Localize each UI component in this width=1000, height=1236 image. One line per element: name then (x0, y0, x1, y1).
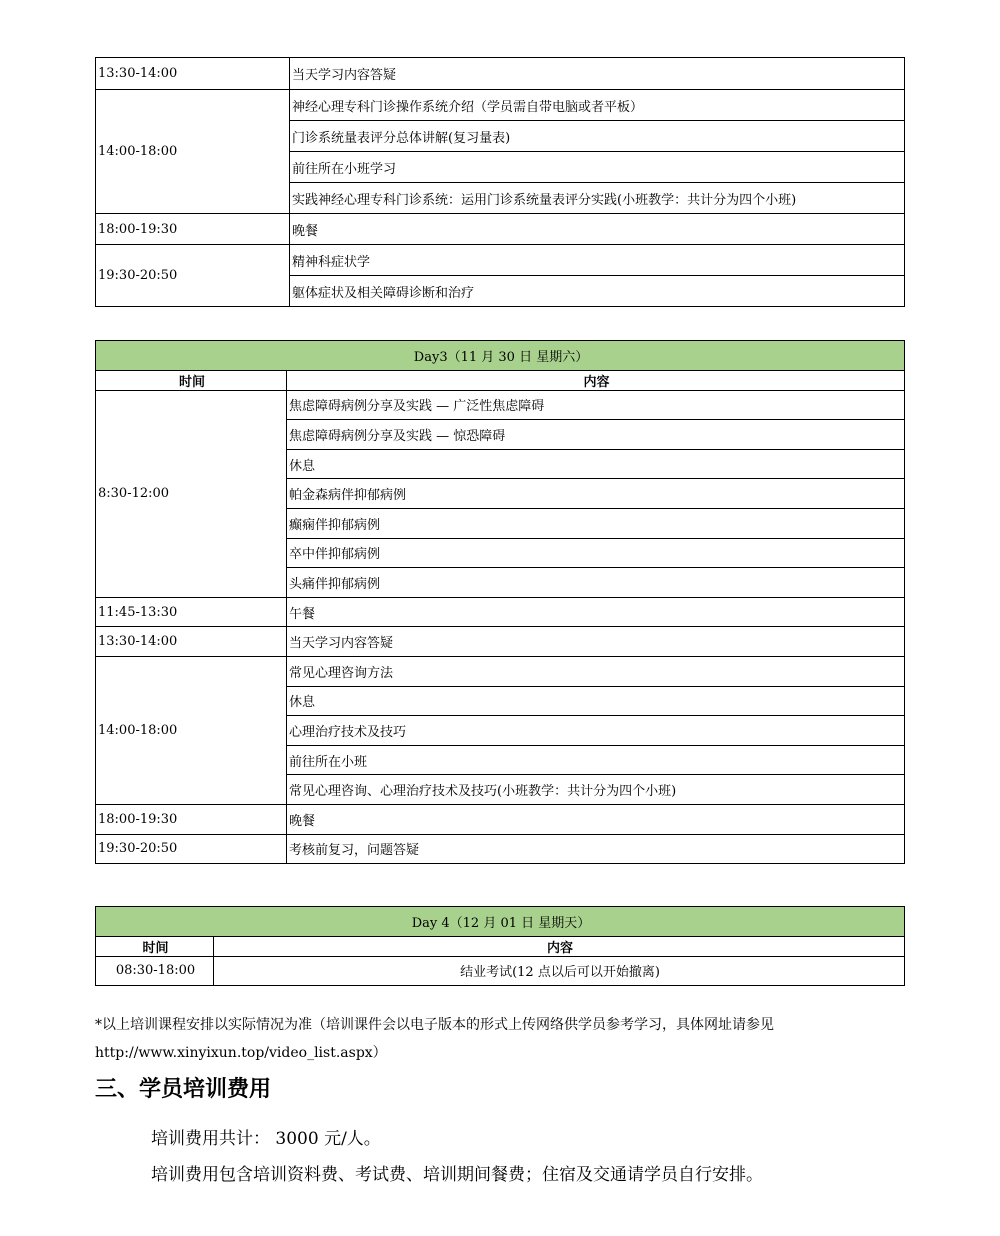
day3-title: Day3（11 月 30 日 星期六） (96, 341, 905, 371)
day4-title: Day 4（12 月 01 日 星期天） (96, 907, 905, 937)
table-row (96, 656, 905, 686)
content-cell: 结业考试(12 点以后可以开始撤离) (214, 956, 905, 986)
content-cell: 焦虑障碍病例分享及实践 — 广泛性焦虑障碍 (287, 390, 905, 420)
table-row (96, 627, 905, 657)
content-cell: 休息 (287, 449, 905, 479)
content-cell: 休息 (287, 686, 905, 716)
time-cell: 13:30-14:00 (96, 58, 290, 90)
content-cell: 当天学习内容答疑 (290, 58, 905, 90)
content-cell: 卒中伴抑郁病例 (287, 538, 905, 568)
table-row (96, 834, 905, 864)
courseware-url: http://www.xinyixun.top/video_list.aspx） (95, 1045, 387, 1061)
table-row (96, 90, 905, 121)
content-cell: 精神科症状学 (290, 245, 905, 276)
table-row (96, 597, 905, 627)
content-cell: 焦虑障碍病例分享及实践 — 惊恐障碍 (287, 420, 905, 450)
content-cell: 实践神经心理专科门诊系统：运用门诊系统量表评分实践(小班教学：共计分为四个小班) (290, 183, 905, 214)
table-header-row (96, 936, 905, 956)
column-header-content: 内容 (287, 370, 905, 390)
content-cell: 癫痫伴抑郁病例 (287, 508, 905, 538)
table-row (96, 58, 905, 90)
content-cell: 心理治疗技术及技巧 (287, 716, 905, 746)
fee-detail: 培训费用包含培训资料费、考试费、培训期间餐费；住宿及交通请学员自行安排。 (151, 1165, 763, 1185)
content-cell: 考核前复习，问题答疑 (287, 834, 905, 864)
day2-schedule-table (95, 57, 905, 307)
content-cell: 门诊系统量表评分总体讲解(复习量表) (290, 121, 905, 152)
content-cell: 当天学习内容答疑 (287, 627, 905, 657)
time-cell: 8:30-12:00 (96, 390, 287, 597)
table-row (96, 245, 905, 276)
column-header-content: 内容 (214, 936, 905, 956)
section-heading-fees: 三、学员培训费用 (95, 1077, 272, 1102)
table-title-row (96, 341, 905, 371)
content-cell: 前往所在小班 (287, 745, 905, 775)
content-cell: 常见心理咨询方法 (287, 656, 905, 686)
time-cell: 08:30-18:00 (96, 956, 214, 986)
time-cell: 19:30-20:50 (96, 834, 287, 864)
column-header-time: 时间 (96, 936, 214, 956)
time-cell: 13:30-14:00 (96, 627, 287, 657)
table-row (96, 956, 905, 986)
fee-amount: 培训费用共计： 3000 元/人。 (151, 1129, 381, 1149)
column-header-time: 时间 (96, 370, 287, 390)
content-cell: 午餐 (287, 597, 905, 627)
content-cell: 常见心理咨询、心理治疗技术及技巧(小班教学：共计分为四个小班) (287, 775, 905, 805)
table-title-row (96, 907, 905, 937)
table-header-row (96, 370, 905, 390)
content-cell: 前往所在小班学习 (290, 152, 905, 183)
time-cell: 14:00-18:00 (96, 90, 290, 214)
content-cell: 帕金森病伴抑郁病例 (287, 479, 905, 509)
table-row (96, 390, 905, 420)
content-cell: 神经心理专科门诊操作系统介绍（学员需自带电脑或者平板） (290, 90, 905, 121)
table-row (96, 804, 905, 834)
content-cell: 头痛伴抑郁病例 (287, 568, 905, 598)
schedule-note: *以上培训课程安排以实际情况为准（培训课件会以电子版本的形式上传网络供学员参考学习，具体网址请参见 (95, 1017, 774, 1033)
time-cell: 14:00-18:00 (96, 656, 287, 804)
time-cell: 19:30-20:50 (96, 245, 290, 307)
time-cell: 11:45-13:30 (96, 597, 287, 627)
day4-schedule-table (95, 906, 905, 986)
day3-schedule-table (95, 340, 905, 864)
time-cell: 18:00-19:30 (96, 804, 287, 834)
content-cell: 晚餐 (287, 804, 905, 834)
time-cell: 18:00-19:30 (96, 214, 290, 245)
content-cell: 躯体症状及相关障碍诊断和治疗 (290, 276, 905, 307)
table-row (96, 214, 905, 245)
content-cell: 晚餐 (290, 214, 905, 245)
